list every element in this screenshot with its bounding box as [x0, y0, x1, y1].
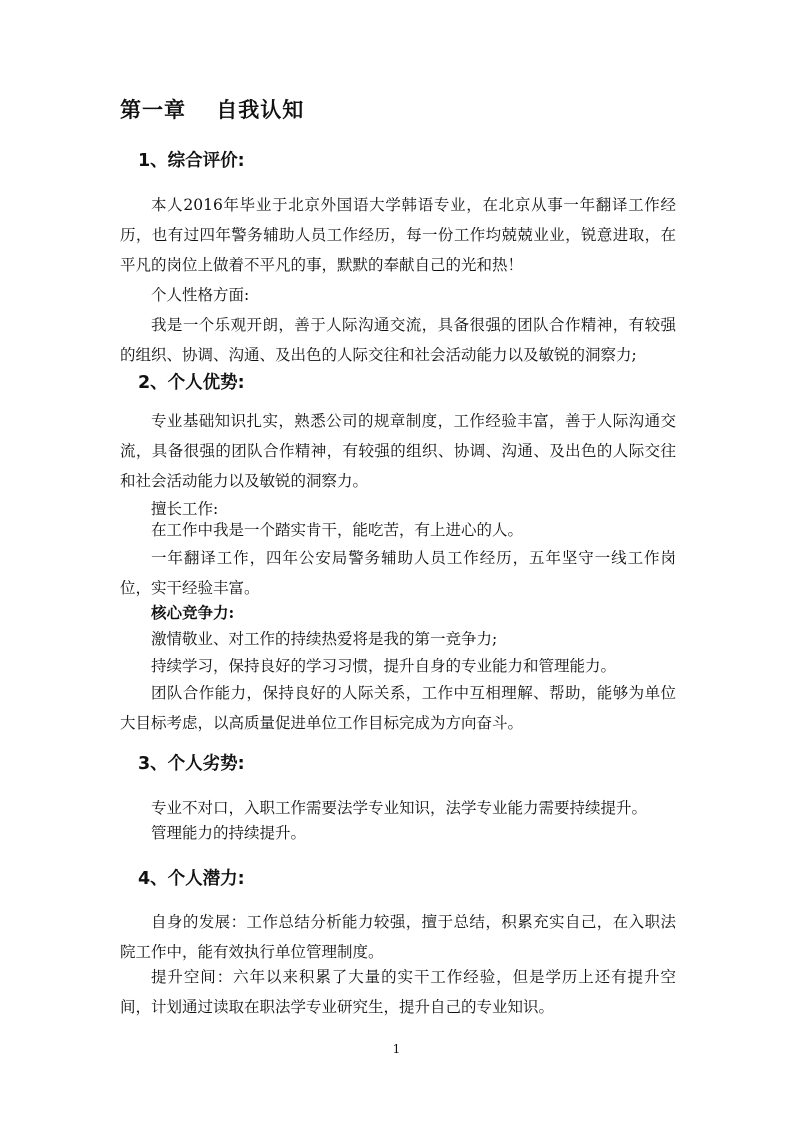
- paragraph: 管理能力的持续提升。: [151, 824, 307, 842]
- section-heading-strengths: 2、个人优势:: [138, 373, 245, 393]
- paragraph: 团队合作能力，保持良好的人际关系，工作中互相理解、帮助，能够为单位大目标考虑，以高质量促进单位工作目标完成为方向奋斗。: [120, 684, 676, 732]
- paragraph: 我是一个乐观开朗，善于人际沟通交流，具备很强的团队合作精神，有较强的组织、协调、沟通、及出色的人际交往和社会活动能力以及敏锐的洞察力;: [120, 316, 676, 364]
- paragraph-core-competence-label: 核心竞争力:: [151, 603, 235, 622]
- paragraph: 持续学习，保持良好的学习习惯，提升自身的专业能力和管理能力。: [151, 657, 617, 675]
- paragraph: 在工作中我是一个踏实肯干，能吃苦，有上进心的人。: [151, 521, 524, 539]
- paragraph: 专业不对口，入职工作需要法学专业知识，法学专业能力需要持续提升。: [151, 799, 648, 817]
- paragraph: 擅长工作:: [151, 500, 219, 518]
- paragraph: 激情敬业、对工作的持续热爱将是我的第一竞争力;: [151, 630, 498, 648]
- paragraph: 提升空间：六年以来积累了大量的实干工作经验，但是学历上还有提升空间，计划通过读取在职法学专业研究生，提升自己的专业知识。: [120, 968, 676, 1016]
- section-heading-weaknesses: 3、个人劣势:: [138, 754, 245, 774]
- paragraph: 专业基础知识扎实，熟悉公司的规章制度，工作经验丰富，善于人际沟通交流，具备很强的团队合作精神，有较强的组织、协调、沟通、及出色的人际交往和社会活动能力以及敏锐的洞察力。: [120, 412, 676, 490]
- section-heading-overall-evaluation: 1、综合评价:: [138, 151, 245, 171]
- page-number: 1: [392, 1042, 401, 1056]
- section-heading-potential: 4、个人潜力:: [138, 869, 245, 889]
- chapter-title: 第一章 自我认知: [120, 98, 305, 122]
- paragraph: 自身的发展：工作总结分析能力较强，擅于总结，积累充实自己，在入职法院工作中，能有效执行单位管理制度。: [120, 913, 676, 961]
- paragraph: 一年翻译工作，四年公安局警务辅助人员工作经历，五年坚守一线工作岗位，实干经验丰富。: [120, 549, 676, 597]
- paragraph: 个人性格方面:: [151, 286, 250, 304]
- paragraph: 本人2016年毕业于北京外国语大学韩语专业，在北京从事一年翻译工作经历，也有过四年警务辅助人员工作经历，每一份工作均兢兢业业，锐意进取，在平凡的岗位上做着不平凡的事，默默的奉献自己的光和热！: [120, 196, 676, 274]
